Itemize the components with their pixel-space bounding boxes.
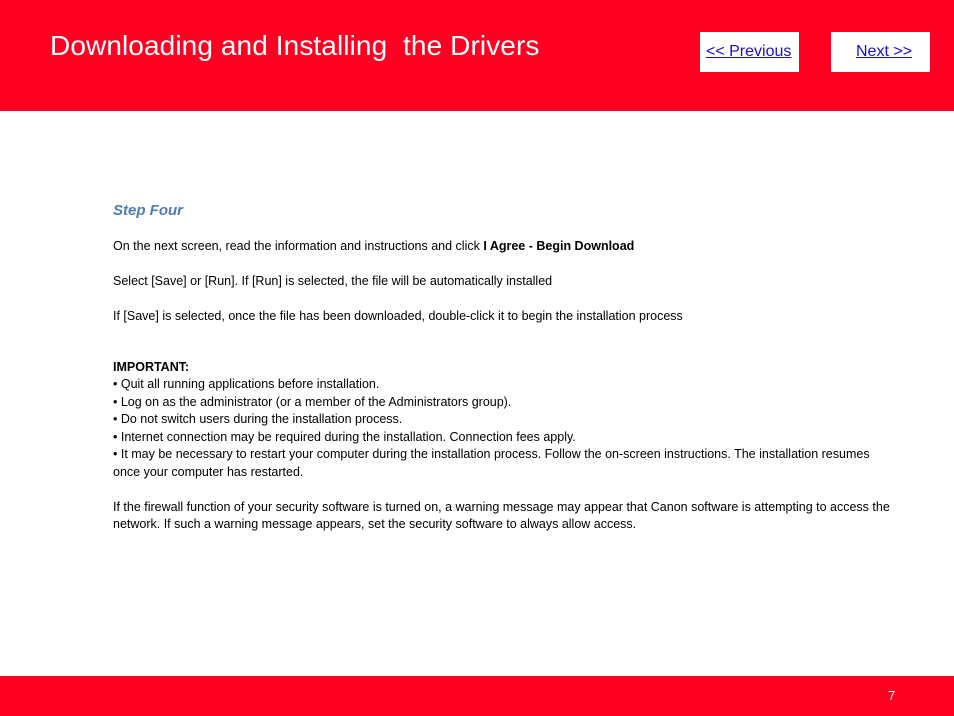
important-bullet: • It may be necessary to restart your computer during the installation process. Follow the on-screen instructions. The installation resumes once your computer has restarted. xyxy=(113,447,870,479)
instruction-agree-text: On the next screen, read the information and instructions and click xyxy=(113,239,484,253)
footer-bar xyxy=(0,676,954,716)
important-heading: IMPORTANT: xyxy=(113,359,190,374)
header-bar xyxy=(0,0,954,111)
important-section xyxy=(113,359,893,482)
firewall-note: If the firewall function of your security software is turned on, a warning message may appear that Canon software is attempting to access the network. If such a warning message appears, set the security software to always allow access. xyxy=(113,499,890,531)
important-bullet: • Internet connection may be required during the installation. Connection fees apply. xyxy=(113,429,576,444)
previous-button[interactable]: << Previous xyxy=(700,32,799,72)
instruction-save: If [Save] is selected, once the file has been downloaded, double-click it to begin the installation process xyxy=(113,309,683,323)
page-title: Downloading and Installing the Drivers xyxy=(50,30,540,61)
instruction-save-run: Select [Save] or [Run]. If [Run] is selected, the file will be automatically installed xyxy=(113,274,553,288)
agree-download-label: I Agree - Begin Download xyxy=(483,239,635,253)
important-bullet: • Do not switch users during the installation process. xyxy=(113,412,403,426)
main-content xyxy=(113,201,893,551)
important-bullet: • Log on as the administrator (or a member of the Administrators group). xyxy=(113,394,512,409)
important-bullet: • Quit all running applications before installation. xyxy=(113,377,380,391)
instruction-agree xyxy=(113,238,893,256)
next-button[interactable]: Next >> xyxy=(831,32,930,72)
step-heading: Step Four xyxy=(113,202,183,219)
page-number: 7 xyxy=(888,688,896,703)
